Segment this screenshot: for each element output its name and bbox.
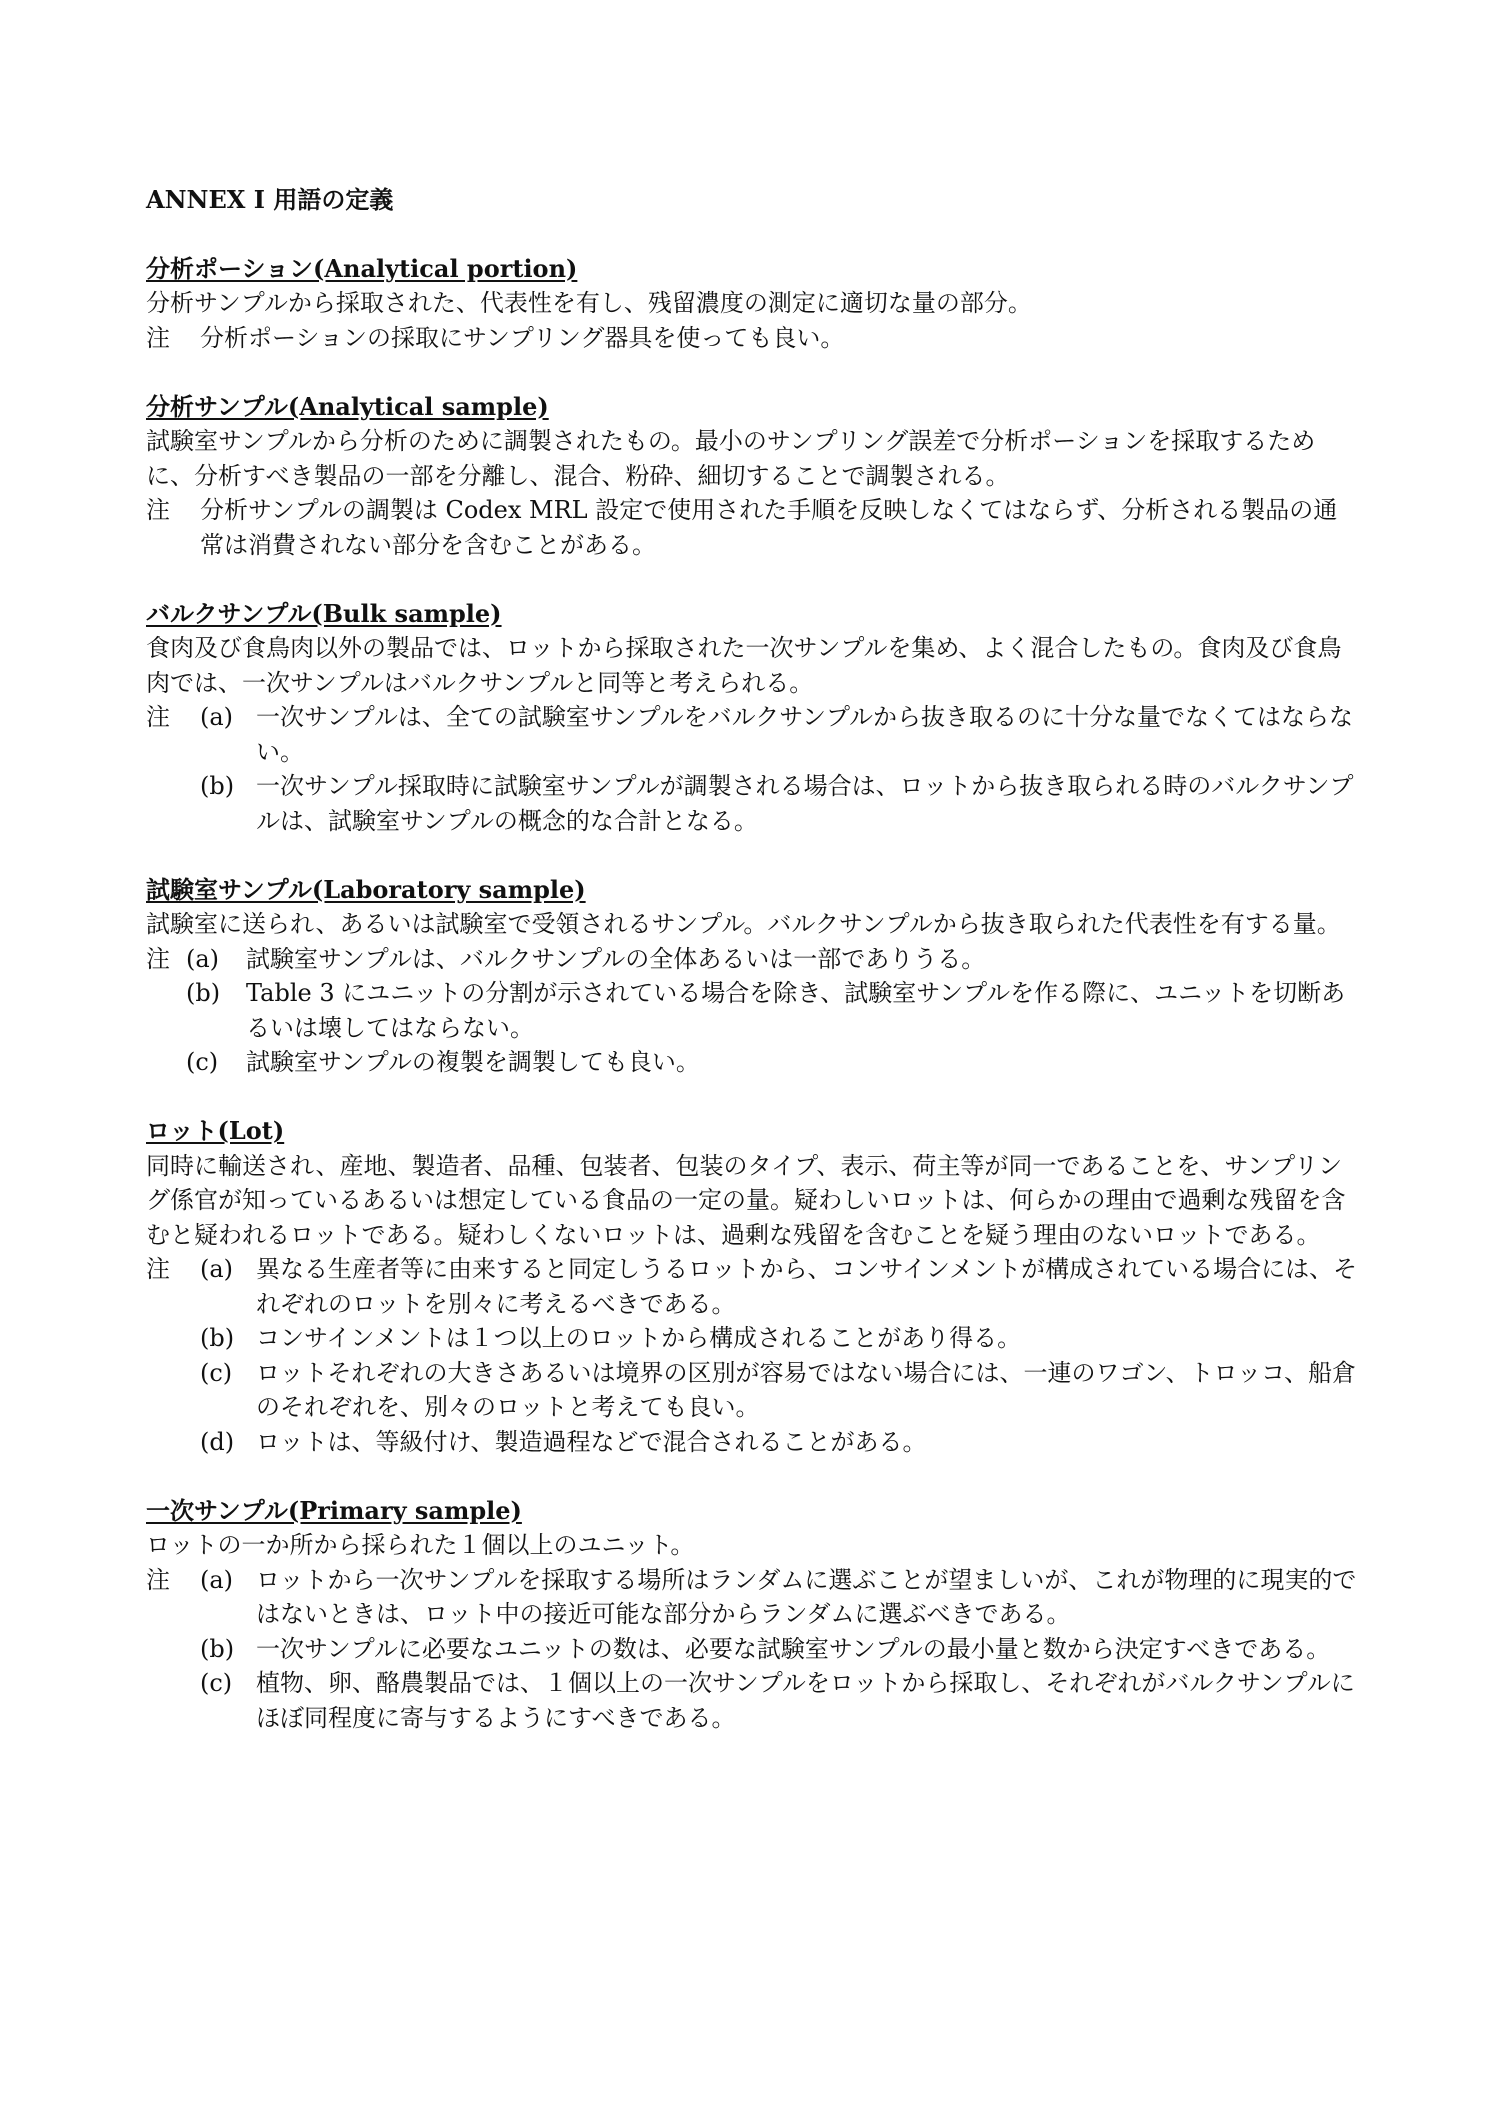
note-label: (b) <box>186 979 221 1007</box>
note-text: 一次サンプルは、全ての試験室サンプルをバルクサンプルから抜き取るのに十分な量でなくてはならない。 <box>256 703 1354 766</box>
note-label: (a) <box>200 1565 234 1594</box>
note-prefix <box>146 1356 200 1425</box>
note-text: 一次サンプルに必要なユニットの数は、必要な試験室サンプルの最小量と数から決定すべきである。 <box>256 1634 1331 1663</box>
note-prefix: 注 <box>146 703 170 731</box>
note-label: (a) <box>186 944 220 973</box>
note-label: (c) <box>186 1048 219 1076</box>
definition-section <box>146 873 1360 1080</box>
term-definition: ロットの一か所から採られた１個以上のユニット。 <box>146 1531 695 1559</box>
note-text: 試験室サンプルは、バルクサンプルの全体あるいは一部でありうる。 <box>246 944 986 973</box>
definition-section <box>146 597 1360 839</box>
note-text: コンサインメントは１つ以上のロットから構成されることがあり得る。 <box>256 1324 1022 1352</box>
definition-section <box>146 252 1360 356</box>
note-row <box>146 942 1360 977</box>
note-prefix <box>146 1045 186 1080</box>
note-prefix <box>146 1321 200 1356</box>
note-row <box>146 1321 1360 1356</box>
note-row <box>146 1425 1360 1460</box>
note-row <box>146 1563 1360 1632</box>
note-prefix <box>146 769 200 838</box>
note-prefix: 注 <box>146 1255 170 1283</box>
term-definition: 試験室に送られ、あるいは試験室で受領されるサンプル。バルクサンプルから抜き取られた代表性を有する量。 <box>146 910 1341 938</box>
note-text: 一次サンプル採取時に試験室サンプルが調製される場合は、ロットから抜き取られる時のバルクサンプルは、試験室サンプルの概念的な合計となる。 <box>256 772 1354 835</box>
note-label: (a) <box>200 1255 234 1283</box>
note-text: ロットから一次サンプルを採取する場所はランダムに選ぶことが望ましいが、これが物理的に現実的ではないときは、ロット中の接近可能な部分からランダムに選ぶべきである。 <box>256 1565 1357 1628</box>
note-label: (b) <box>200 1324 235 1352</box>
term-heading: ロット(Lot) <box>146 1116 285 1145</box>
term-definition: 同時に輸送され、産地、製造者、品種、包装者、包装のタイプ、表示、荷主等が同一であることを、サンプリング係官が知っているあるいは想定している食品の一定の量。疑わしいロットは、何らかの理由で過剰な残留を含むと疑われるロットである。疑わしくないロットは、過剰な残留を含むことを疑う理由のないロットである。 <box>146 1151 1346 1249</box>
note-prefix <box>146 1425 200 1460</box>
term-heading: 試験室サンプル(Laboratory sample) <box>146 874 586 904</box>
note-text: 植物、卵、酪農製品では、１個以上の一次サンプルをロットから採取し、それぞれがバルクサンプルにほぼ同程度に寄与するようにすべきである。 <box>256 1669 1355 1732</box>
note-prefix <box>146 1632 200 1667</box>
note-text: 分析ポーションの採取にサンプリング器具を使っても良い。 <box>200 323 845 352</box>
note-row <box>146 1632 1360 1667</box>
note-label: (c) <box>200 1669 233 1697</box>
note-text: 試験室サンプルの複製を調製しても良い。 <box>246 1048 700 1076</box>
note-row <box>146 1252 1360 1321</box>
term-definition: 分析サンプルから採取された、代表性を有し、残留濃度の測定に適切な量の部分。 <box>146 289 1032 317</box>
definition-section <box>146 1494 1360 1736</box>
note-row <box>146 1045 1360 1080</box>
term-heading: バルクサンプル(Bulk sample) <box>146 598 502 628</box>
note-prefix: 注 <box>146 496 170 524</box>
note-text: ロットそれぞれの大きさあるいは境界の区別が容易ではない場合には、一連のワゴン、トロッコ、船倉のそれぞれを、別々のロットと考えても良い。 <box>256 1358 1357 1421</box>
note-row <box>146 1356 1360 1425</box>
note-row <box>146 493 1360 562</box>
definition-section <box>146 1114 1360 1459</box>
note-text: 分析サンプルの調製は Codex MRL 設定で使用された手順を反映しなくてはならず、分析される製品の通常は消費されない部分を含むことがある。 <box>200 496 1338 559</box>
definition-section <box>146 390 1360 563</box>
note-row <box>146 700 1360 769</box>
term-definition: 試験室サンプルから分析のために調製されたもの。最小のサンプリング誤差で分析ポーションを採取するために、分析すべき製品の一部を分離し、混合、粉砕、細切することで調製される。 <box>146 427 1316 490</box>
note-prefix: 注 <box>146 944 170 973</box>
note-prefix: 注 <box>146 1565 170 1594</box>
term-heading: 分析サンプル(Analytical sample) <box>146 391 549 421</box>
note-row <box>146 1666 1360 1735</box>
note-text: Table 3 にユニットの分割が示されている場合を除き、試験室サンプルを作る際に、ユニットを切断あるいは壊してはならない。 <box>246 979 1346 1042</box>
note-prefix <box>146 976 186 1045</box>
note-label: (b) <box>200 772 235 800</box>
note-label: (d) <box>200 1427 235 1456</box>
definition-sections <box>146 252 1360 1736</box>
note-prefix: 注 <box>146 323 170 352</box>
term-heading: 一次サンプル(Primary sample) <box>146 1495 522 1525</box>
note-row <box>146 769 1360 838</box>
note-row <box>146 321 1360 356</box>
note-text: ロットは、等級付け、製造過程などで混合されることがある。 <box>256 1427 927 1456</box>
annex-title: ANNEX I 用語の定義 <box>146 185 394 214</box>
note-row <box>146 976 1360 1045</box>
term-heading: 分析ポーション(Analytical portion) <box>146 253 578 283</box>
note-label: (c) <box>200 1358 233 1387</box>
note-label: (b) <box>200 1634 235 1663</box>
note-prefix <box>146 1666 200 1735</box>
note-text: 異なる生産者等に由来すると同定しうるロットから、コンサインメントが構成されている場合には、それぞれのロットを別々に考えるべきである。 <box>256 1255 1358 1318</box>
note-label: (a) <box>200 703 234 731</box>
term-definition: 食肉及び食鳥肉以外の製品では、ロットから採取された一次サンプルを集め、よく混合したもの。食肉及び食鳥肉では、一次サンプルはバルクサンプルと同等と考えられる。 <box>146 634 1342 697</box>
